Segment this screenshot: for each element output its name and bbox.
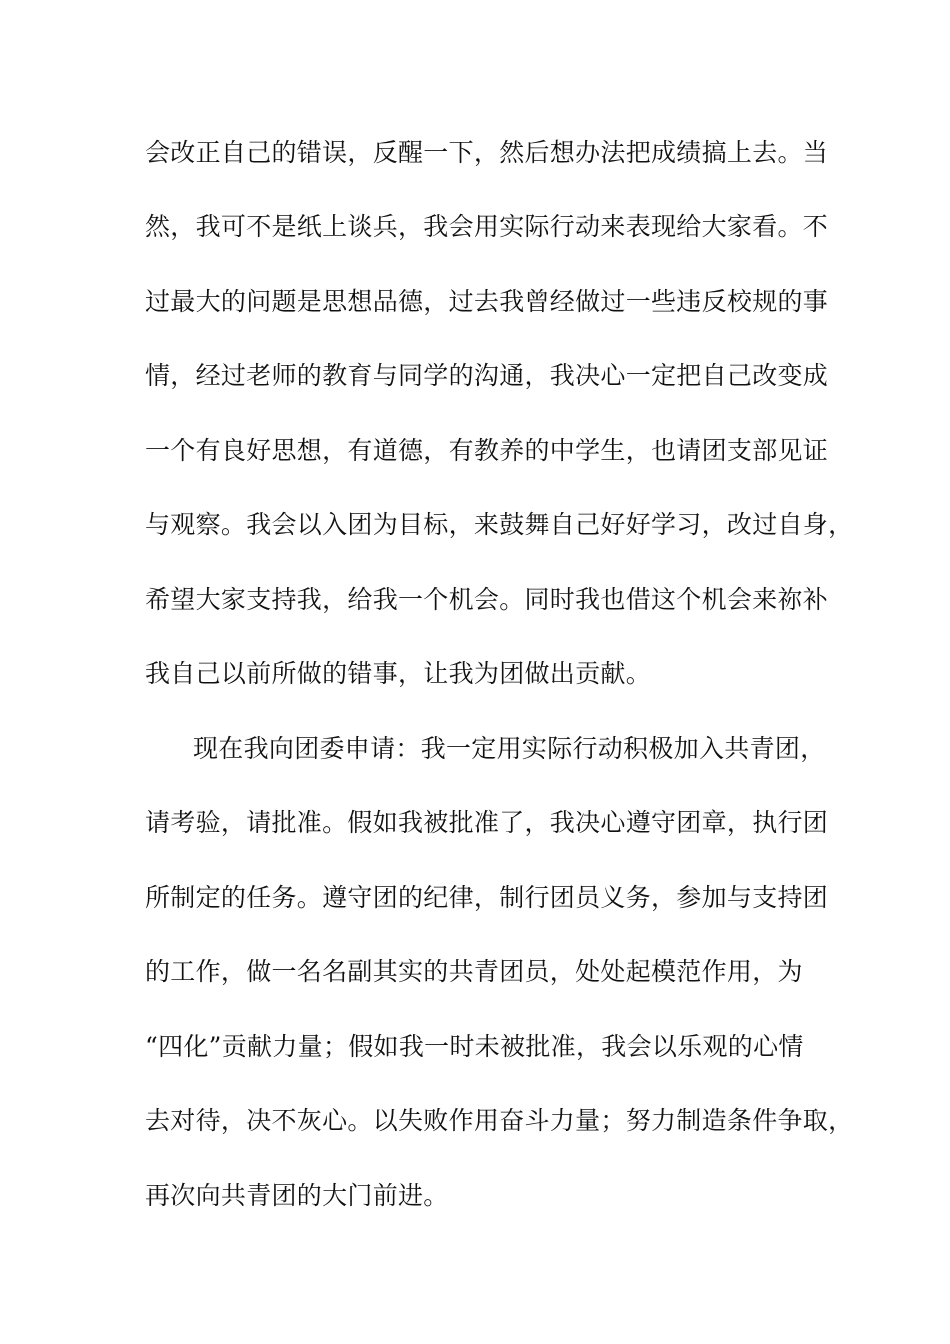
paragraph-line: 希望大家支持我，给我一个机会。同时我也借这个机会来祢补 (145, 585, 829, 614)
paragraph-first-line: 现在我向团委申请：我一定用实际行动积极加入共青团， (193, 734, 826, 763)
paragraph-line: 过最大的问题是思想品德，过去我曾经做过一些违反校规的事 (145, 287, 829, 316)
paragraph-line: 会改正自己的错误，反醒一下，然后想办法把成绩搞上去。当 (145, 138, 829, 167)
paragraph-line: 然，我可不是纸上谈兵，我会用实际行动来表现给大家看。不 (145, 212, 829, 241)
paragraph-line: 再次向共青团的大门前进。 (145, 1181, 449, 1210)
paragraph-line: 一个有良好思想，有道德，有教养的中学生，也请团支部见证 (145, 436, 829, 465)
paragraph-line: 情，经过老师的教育与同学的沟通，我决心一定把自己改变成 (145, 361, 829, 390)
paragraph-line: 请考验，请批准。假如我被批准了，我决心遵守团章，执行团 (145, 808, 829, 837)
paragraph-line: 我自己以前所做的错事，让我为团做出贡献。 (145, 659, 652, 688)
paragraph-line: “四化”贡献力量；假如我一时未被批准，我会以乐观的心情 (145, 1032, 804, 1061)
paragraph-line: 去对待，决不灰心。以失败作用奋斗力量；努力制造条件争取， (145, 1106, 854, 1135)
paragraph-line: 的工作，做一名名副其实的共青团员，处处起模范作用，为 (145, 957, 803, 986)
paragraph-line: 所制定的任务。遵守团的纪律，制行团员义务，参加与支持团 (145, 883, 829, 912)
paragraph-line: 与观察。我会以入团为目标，来鼓舞自己好好学习，改过自身， (145, 510, 854, 539)
